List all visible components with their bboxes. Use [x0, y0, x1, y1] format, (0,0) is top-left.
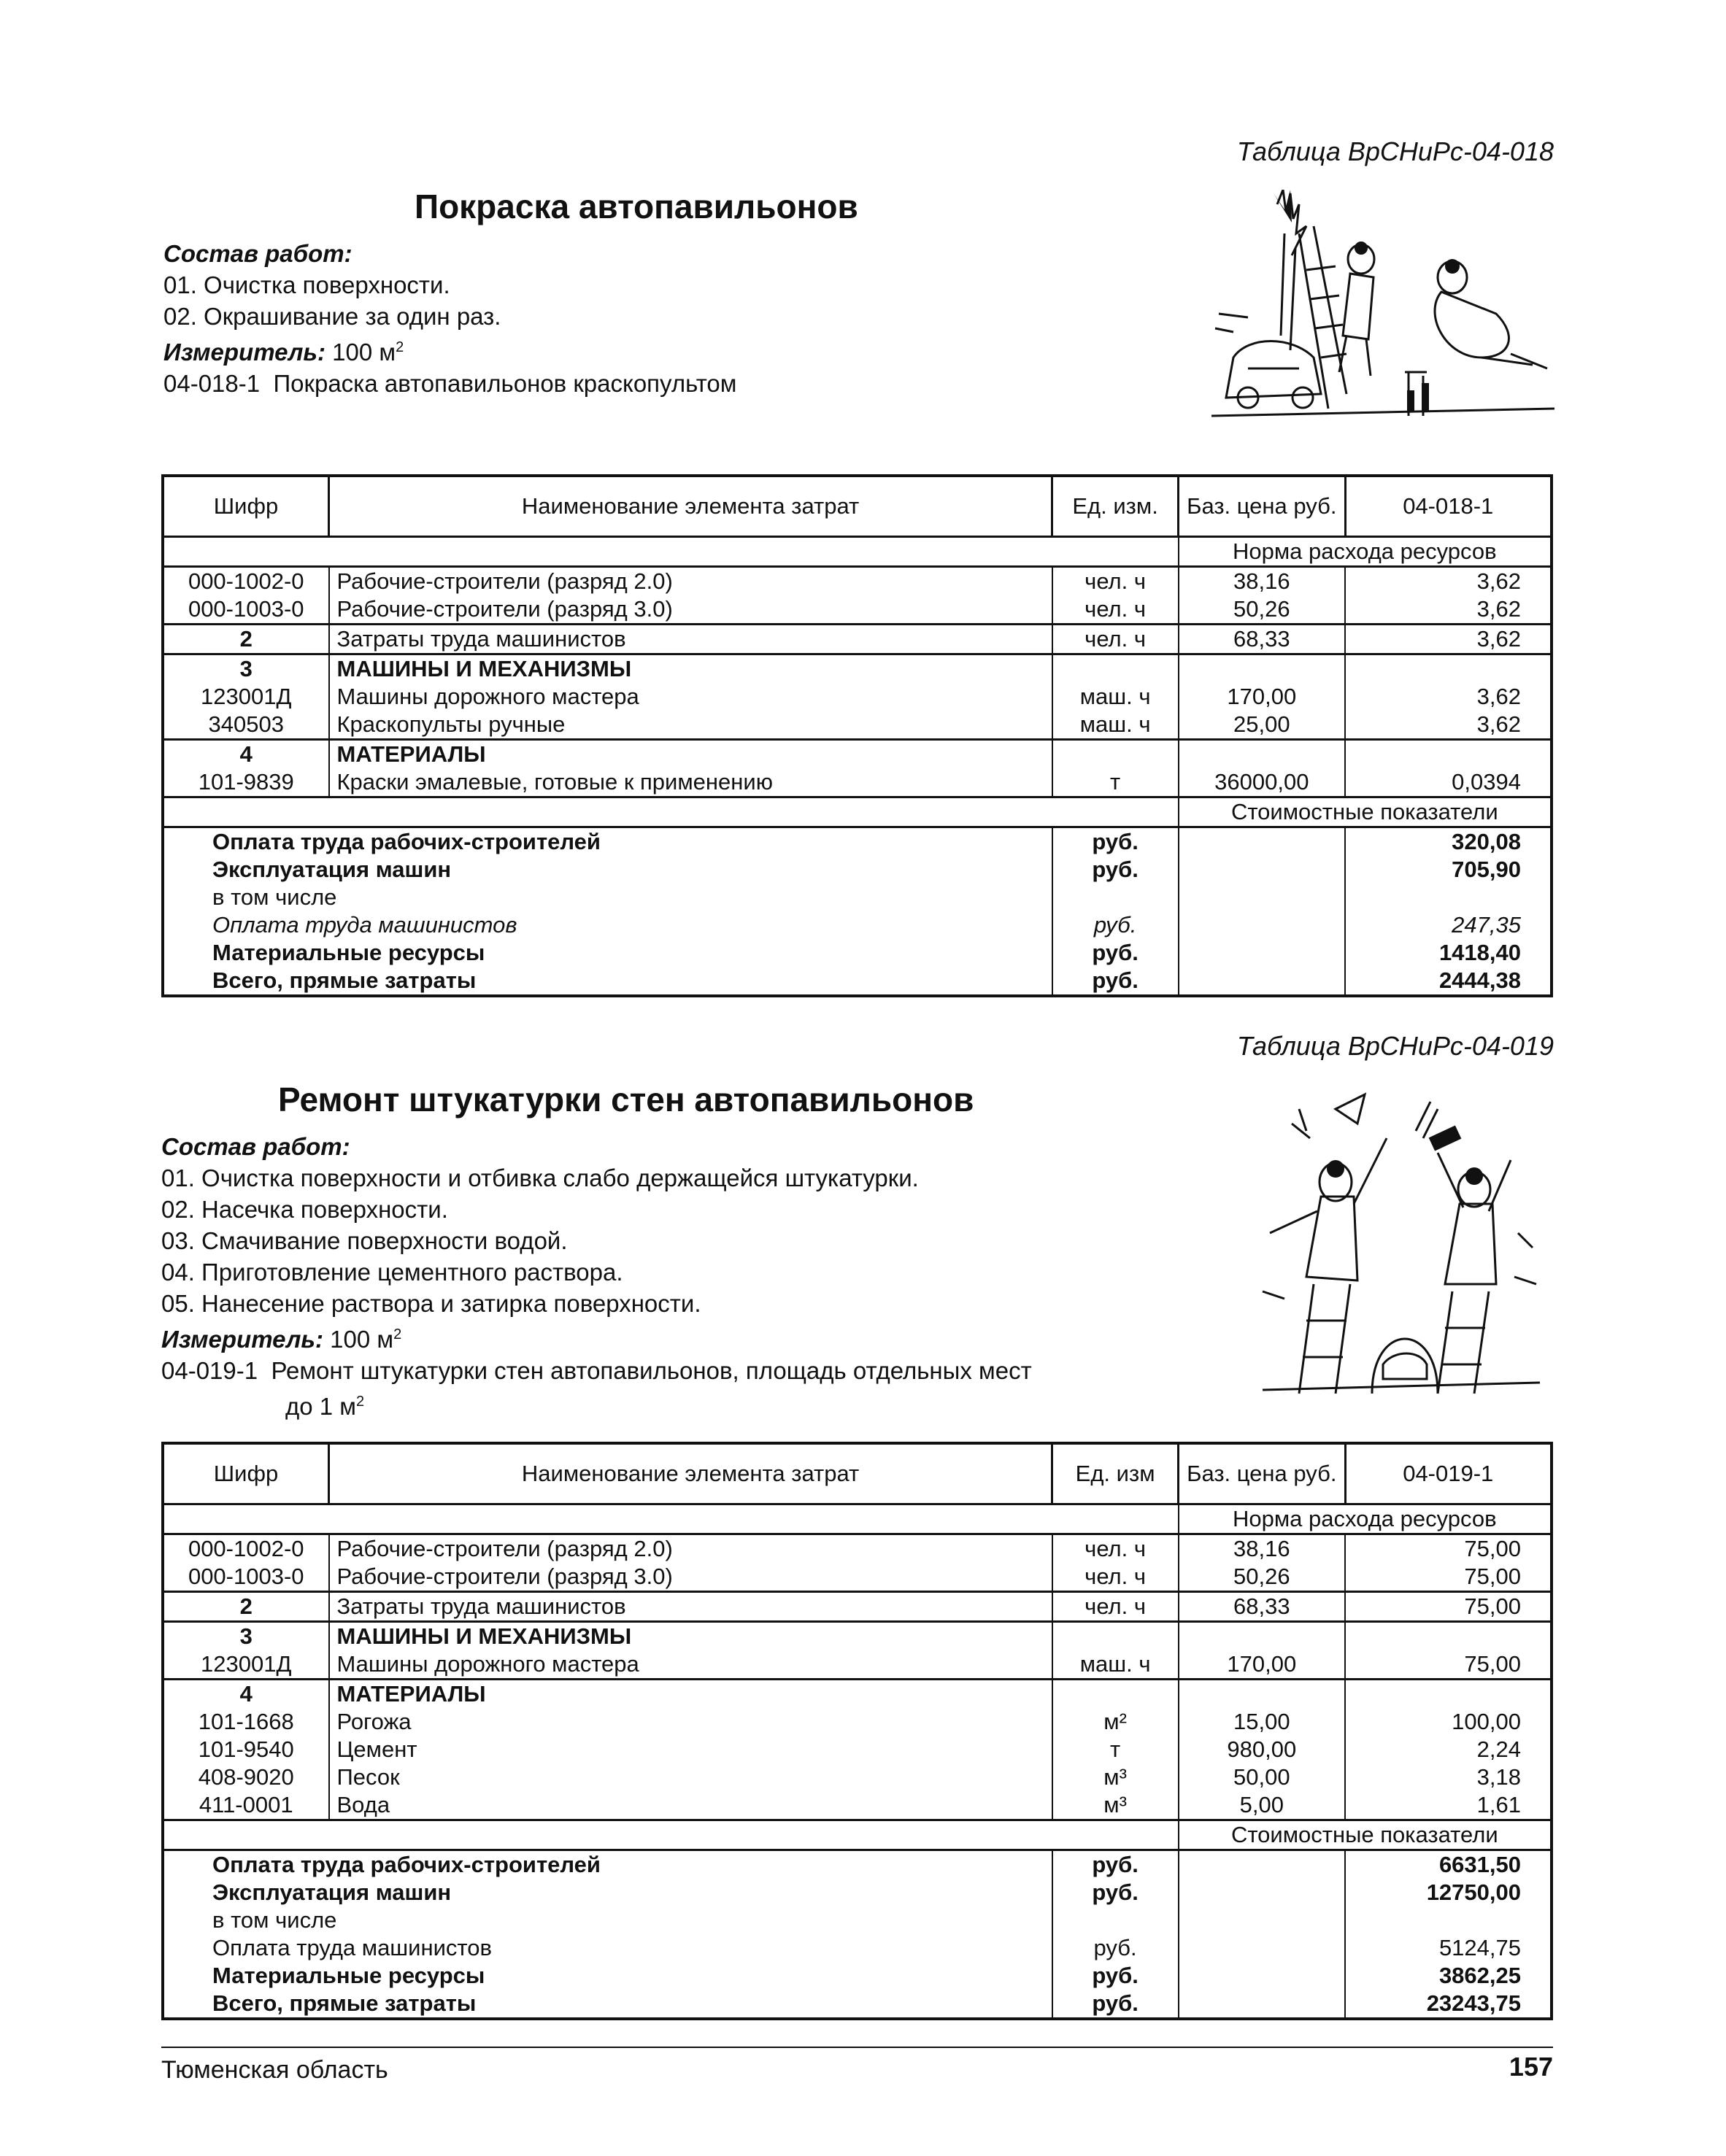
cost-value: [1345, 1906, 1552, 1934]
row-price: 68,33: [1179, 1592, 1345, 1622]
row-name: МАТЕРИАЛЫ: [329, 740, 1052, 769]
row-norm: 3,62: [1345, 625, 1552, 654]
row-name: Затраты труда машинистов: [329, 625, 1052, 654]
row-unit: м²: [1052, 1708, 1179, 1736]
measure-sup: 2: [396, 339, 404, 355]
measure-line: [161, 1319, 1032, 1355]
row-price: 170,00: [1179, 683, 1345, 711]
row-norm: 3,62: [1345, 595, 1552, 625]
cost-unit: [1052, 1906, 1179, 1934]
row-norm: 75,00: [1345, 1592, 1552, 1622]
row-norm: 3,62: [1345, 567, 1552, 596]
row-unit: чел. ч: [1052, 595, 1179, 625]
cost-name: в том числе: [212, 1907, 337, 1933]
row-price: 38,16: [1179, 567, 1345, 596]
row-unit: [1052, 1622, 1179, 1651]
painting-workers-illustration: [1204, 190, 1562, 430]
row-unit: м³: [1052, 1763, 1179, 1791]
cost-unit: руб.: [1052, 856, 1179, 884]
header-name: Наименование элемента затрат: [329, 476, 1052, 537]
cost-value: 247,35: [1345, 911, 1552, 939]
cost-value: 6631,50: [1345, 1850, 1552, 1879]
cost-row: [163, 1962, 1552, 1990]
work-composition: [161, 1131, 1032, 1422]
row-code: 123001Д: [201, 1651, 292, 1677]
cost-row: [163, 884, 1552, 911]
row-price: 5,00: [1179, 1791, 1345, 1820]
cost-value: 320,08: [1345, 827, 1552, 857]
header-code: Шифр: [163, 1443, 329, 1504]
row-name: Машины дорожного мастера: [329, 683, 1052, 711]
cost-name: Оплата труда машинистов: [212, 912, 517, 938]
row-unit: т: [1052, 768, 1179, 797]
row-norm: [1345, 1622, 1552, 1651]
row-name: МАШИНЫ И МЕХАНИЗМЫ: [329, 654, 1052, 684]
measure-label: Измеритель:: [163, 339, 325, 366]
row-price: [1179, 740, 1345, 769]
cost-name: Всего, прямые затраты: [212, 967, 477, 993]
cost-row: [163, 1906, 1552, 1934]
header-unit: Ед. изм: [1052, 1443, 1179, 1504]
row-code: 4: [163, 740, 329, 769]
cost-row: [163, 967, 1552, 996]
cost-name: Оплата труда рабочих-строителей: [212, 1852, 601, 1877]
table-row: [163, 1534, 1552, 1564]
footer-region: Тюменская область: [161, 2056, 388, 2084]
table-row: [163, 1592, 1552, 1622]
section-title: Ремонт штукатурки стен автопавильонов: [278, 1081, 974, 1118]
row-name: Песок: [329, 1763, 1052, 1791]
table-label: Таблица ВрСНиРс-04-019: [1236, 1031, 1554, 1061]
row-name: Рабочие-строители (разряд 2.0): [329, 567, 1052, 596]
row-price: 50,26: [1179, 1563, 1345, 1592]
row-code: 2: [163, 625, 329, 654]
norm-header-row: [163, 537, 1552, 567]
row-norm: 75,00: [1345, 1534, 1552, 1564]
header-name: Наименование элемента затрат: [329, 1443, 1052, 1504]
row-unit: м³: [1052, 1791, 1179, 1820]
row-price: 68,33: [1179, 625, 1345, 654]
row-unit: маш. ч: [1052, 711, 1179, 740]
row-price: 50,00: [1179, 1763, 1345, 1791]
cost-name: Оплата труда машинистов: [212, 1935, 492, 1960]
row-norm: 2,24: [1345, 1736, 1552, 1763]
item-line: [163, 368, 736, 399]
cost-unit: руб.: [1052, 1850, 1179, 1879]
cost-row: [163, 1934, 1552, 1962]
row-name: Рабочие-строители (разряд 2.0): [329, 1534, 1052, 1564]
work-composition: [163, 238, 736, 399]
section-title: Покраска автопавильонов: [415, 188, 858, 225]
cost-row: [163, 1990, 1552, 2019]
row-price: 50,26: [1179, 595, 1345, 625]
table-row: [163, 1791, 1552, 1820]
cost-name: в том числе: [212, 884, 337, 910]
row-norm: 1,61: [1345, 1791, 1552, 1820]
row-norm: [1345, 1680, 1552, 1709]
row-code: 3: [163, 1622, 329, 1651]
cost-unit: руб.: [1052, 827, 1179, 857]
cost-unit: руб.: [1052, 1962, 1179, 1990]
measure-value: 100 м: [330, 1326, 394, 1353]
work-item: 02. Окрашивание за один раз.: [163, 303, 501, 330]
row-norm: 3,62: [1345, 683, 1552, 711]
cost-unit: руб.: [1052, 1990, 1179, 2019]
composition-label: Состав работ:: [161, 1133, 350, 1160]
item-code: 04-019-1: [161, 1357, 258, 1384]
table-row: [163, 1763, 1552, 1791]
cost-name: Материальные ресурсы: [212, 940, 485, 965]
header-unit: Ед. изм.: [1052, 476, 1179, 537]
norm-header: Норма расхода ресурсов: [1179, 1504, 1552, 1534]
cost-value: 2444,38: [1345, 967, 1552, 996]
row-code: 3: [163, 654, 329, 684]
row-unit: маш. ч: [1052, 1650, 1179, 1680]
table-row: [163, 1563, 1552, 1592]
cost-row: [163, 856, 1552, 884]
row-unit: чел. ч: [1052, 567, 1179, 596]
table-row: [163, 711, 1552, 740]
row-unit: чел. ч: [1052, 1563, 1179, 1592]
measure-sup: 2: [393, 1326, 402, 1342]
row-unit: чел. ч: [1052, 1592, 1179, 1622]
page-number: 157: [1509, 2052, 1553, 2082]
cost-row: [163, 1850, 1552, 1879]
table-row: [163, 683, 1552, 711]
row-norm: 100,00: [1345, 1708, 1552, 1736]
item-code: 04-018-1: [163, 370, 261, 397]
row-code: 101-9839: [198, 769, 294, 795]
cost-header-row: [163, 797, 1552, 827]
header-norm: 04-019-1: [1345, 1443, 1552, 1504]
header-price: Баз. цена руб.: [1179, 476, 1345, 537]
row-code: 101-1668: [198, 1709, 294, 1734]
row-unit: [1052, 740, 1179, 769]
work-item: 02. Насечка поверхности.: [161, 1196, 448, 1223]
row-norm: 75,00: [1345, 1650, 1552, 1680]
row-name: МАШИНЫ И МЕХАНИЗМЫ: [329, 1622, 1052, 1651]
work-item: 04. Приготовление цементного раствора.: [161, 1259, 623, 1286]
row-norm: [1345, 654, 1552, 684]
row-unit: т: [1052, 1736, 1179, 1763]
cost-header: Стоимостные показатели: [1179, 797, 1552, 827]
table-row: [163, 1680, 1552, 1709]
footer-divider: [161, 2047, 1553, 2048]
row-price: 170,00: [1179, 1650, 1345, 1680]
row-code: 000-1003-0: [188, 1564, 304, 1589]
row-price: [1179, 654, 1345, 684]
row-code: 340503: [208, 711, 284, 737]
work-item: 01. Очистка поверхности.: [163, 271, 450, 298]
row-name: Вода: [329, 1791, 1052, 1820]
cost-unit: руб.: [1052, 1879, 1179, 1906]
cost-value: [1345, 884, 1552, 911]
row-name: Цемент: [329, 1736, 1052, 1763]
cost-value: 12750,00: [1345, 1879, 1552, 1906]
table-row: [163, 1650, 1552, 1680]
cost-row: [163, 1879, 1552, 1906]
item-text: Ремонт штукатурки стен автопавильонов, площадь отдельных мест: [271, 1357, 1032, 1384]
cost-row: [163, 911, 1552, 939]
row-norm: 3,62: [1345, 711, 1552, 740]
table-label: Таблица ВрСНиРс-04-018: [1236, 136, 1554, 166]
row-code: 2: [163, 1592, 329, 1622]
row-unit: маш. ч: [1052, 683, 1179, 711]
cost-value: 705,90: [1345, 856, 1552, 884]
cost-value: 3862,25: [1345, 1962, 1552, 1990]
cost-header-row: [163, 1820, 1552, 1850]
table-row: [163, 1622, 1552, 1651]
row-price: 38,16: [1179, 1534, 1345, 1564]
row-price: 980,00: [1179, 1736, 1345, 1763]
norm-header-row: [163, 1504, 1552, 1534]
measure-value: 100 м: [332, 339, 396, 366]
table-row: [163, 625, 1552, 654]
measure-line: [163, 332, 736, 368]
composition-label: Состав работ:: [163, 240, 352, 267]
row-code: 000-1002-0: [188, 568, 304, 594]
item-text: Покраска автопавильонов краскопультом: [273, 370, 737, 397]
cost-value: 5124,75: [1345, 1934, 1552, 1962]
table-row: [163, 740, 1552, 769]
table-row: [163, 768, 1552, 797]
row-norm: 3,18: [1345, 1763, 1552, 1791]
row-unit: [1052, 1680, 1179, 1709]
cost-value: 1418,40: [1345, 939, 1552, 967]
cost-name: Материальные ресурсы: [212, 1963, 485, 1988]
plastering-workers-illustration: [1255, 1087, 1547, 1401]
row-unit: [1052, 654, 1179, 684]
row-name: Рабочие-строители (разряд 3.0): [329, 595, 1052, 625]
resource-table-04-019: [161, 1442, 1553, 2020]
cost-name: Эксплуатация машин: [212, 1879, 452, 1905]
measure-label: Измеритель:: [161, 1326, 323, 1353]
row-code: 101-9540: [198, 1736, 294, 1762]
row-name: МАТЕРИАЛЫ: [329, 1680, 1052, 1709]
cost-header: Стоимостные показатели: [1179, 1820, 1552, 1850]
cost-unit: руб.: [1052, 939, 1179, 967]
work-item: 01. Очистка поверхности и отбивка слабо держащейся штукатурки.: [161, 1164, 919, 1191]
header-price: Баз. цена руб.: [1179, 1443, 1345, 1504]
row-price: 15,00: [1179, 1708, 1345, 1736]
cost-value: 23243,75: [1345, 1990, 1552, 2019]
item-sup: 2: [356, 1394, 365, 1410]
item-line-continued: [161, 1386, 1032, 1422]
resource-table-04-018: [161, 474, 1553, 997]
table-row: [163, 654, 1552, 684]
table-row: [163, 595, 1552, 625]
cost-name: Всего, прямые затраты: [212, 1990, 477, 2016]
cost-unit: руб.: [1052, 967, 1179, 996]
row-norm: 0,0394: [1345, 768, 1552, 797]
row-unit: чел. ч: [1052, 625, 1179, 654]
row-price: 25,00: [1179, 711, 1345, 740]
row-code: 4: [163, 1680, 329, 1709]
cost-row: [163, 827, 1552, 857]
row-name: Рогожа: [329, 1708, 1052, 1736]
table-row: [163, 1736, 1552, 1763]
work-item: 05. Нанесение раствора и затирка поверхности.: [161, 1290, 701, 1317]
cost-row: [163, 939, 1552, 967]
row-norm: [1345, 740, 1552, 769]
cost-unit: руб.: [1052, 1934, 1179, 1962]
cost-name: Эксплуатация машин: [212, 857, 452, 882]
norm-header: Норма расхода ресурсов: [1179, 537, 1552, 567]
header-norm: 04-018-1: [1345, 476, 1552, 537]
row-norm: 75,00: [1345, 1563, 1552, 1592]
row-name: Краски эмалевые, готовые к применению: [329, 768, 1052, 797]
table-row: [163, 1708, 1552, 1736]
item-text-2: до 1 м: [285, 1393, 356, 1420]
row-name: Машины дорожного мастера: [329, 1650, 1052, 1680]
row-code: 411-0001: [199, 1792, 293, 1817]
cost-unit: [1052, 884, 1179, 911]
row-name: Затраты труда машинистов: [329, 1592, 1052, 1622]
row-code: 123001Д: [201, 684, 292, 709]
row-code: 000-1002-0: [188, 1536, 304, 1561]
row-name: Рабочие-строители (разряд 3.0): [329, 1563, 1052, 1592]
row-price: 36000,00: [1179, 768, 1345, 797]
row-code: 000-1003-0: [188, 596, 304, 622]
row-name: Краскопульты ручные: [329, 711, 1052, 740]
row-price: [1179, 1680, 1345, 1709]
row-unit: чел. ч: [1052, 1534, 1179, 1564]
work-item: 03. Смачивание поверхности водой.: [161, 1227, 568, 1254]
table-row: [163, 567, 1552, 596]
item-line: [161, 1355, 1032, 1386]
row-price: [1179, 1622, 1345, 1651]
cost-unit: руб.: [1052, 911, 1179, 939]
cost-name: Оплата труда рабочих-строителей: [212, 829, 601, 854]
header-code: Шифр: [163, 476, 329, 537]
row-code: 408-9020: [198, 1764, 294, 1790]
